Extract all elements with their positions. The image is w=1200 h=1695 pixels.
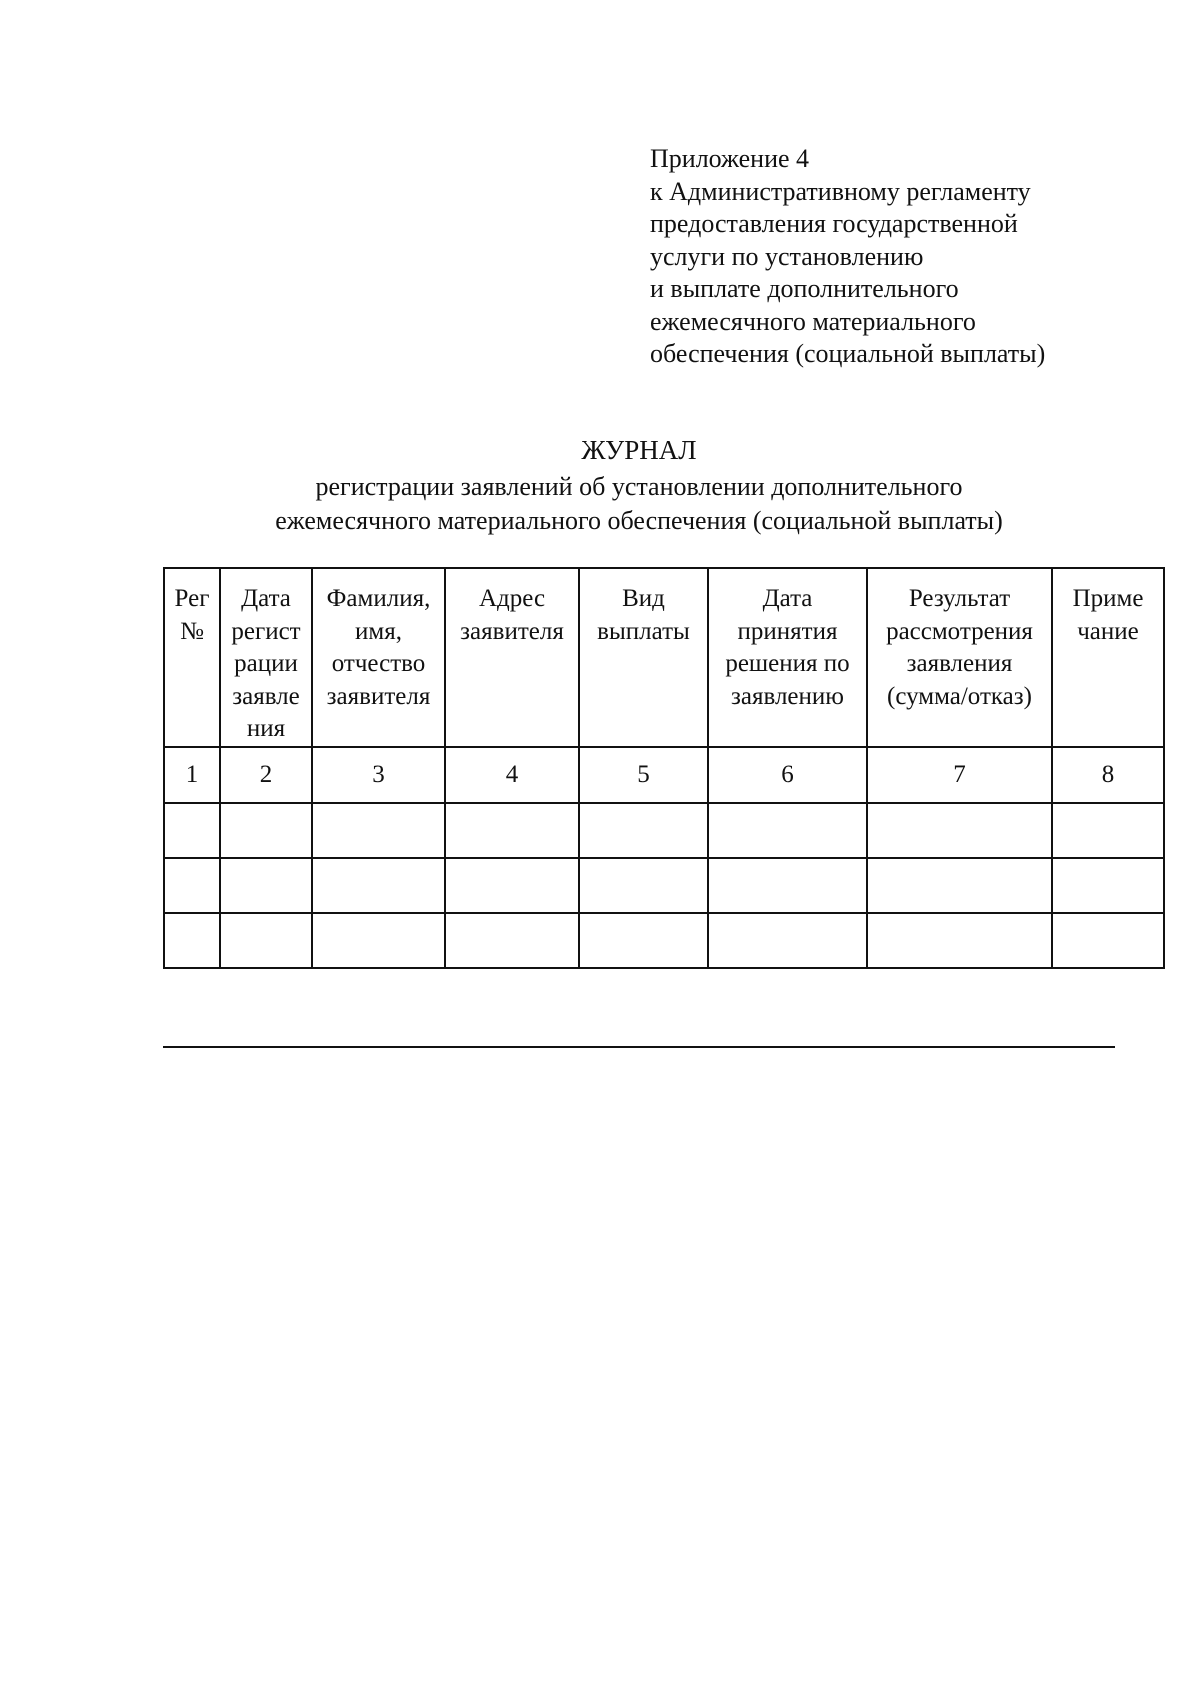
empty-cell — [445, 803, 579, 858]
appendix-line: обеспечения (социальной выплаты) — [650, 339, 1046, 368]
empty-cell — [579, 858, 708, 913]
empty-cell — [164, 858, 220, 913]
appendix-line: Приложение 4 — [650, 144, 810, 173]
appendix-line: услуги по установлению — [650, 241, 924, 271]
empty-cell — [164, 913, 220, 968]
empty-cell — [708, 803, 867, 858]
header-applicant-name: Фамилия, имя, отчество заявителя — [312, 568, 445, 747]
header-payment-type: Вид выплаты — [579, 568, 708, 747]
table-row — [164, 858, 1164, 913]
journal-subtitle-line: ежемесячного материального обеспечения (социальной выплаты) — [275, 506, 1003, 535]
column-number-row — [164, 747, 1164, 803]
header-applicant-address: Адрес заявителя — [445, 568, 579, 747]
column-number: 3 — [312, 747, 445, 803]
column-number: 5 — [579, 747, 708, 803]
empty-cell — [220, 913, 312, 968]
journal-subtitle-line: регистрации заявлений об установлении дополнительного — [315, 472, 963, 501]
empty-cell — [867, 913, 1052, 968]
journal-table — [163, 567, 1165, 969]
appendix-line: к Административному регламенту — [650, 176, 1031, 206]
empty-cell — [708, 913, 867, 968]
column-number: 6 — [708, 747, 867, 803]
column-number: 1 — [164, 747, 220, 803]
column-number: 2 — [220, 747, 312, 803]
appendix-block — [650, 143, 1045, 371]
empty-cell — [579, 913, 708, 968]
empty-cell — [867, 803, 1052, 858]
header-review-result: Результат рассмотрения заявления (сумма/отказ) — [867, 568, 1052, 747]
empty-cell — [312, 913, 445, 968]
header-reg-number: Рег № — [164, 568, 220, 747]
table-row — [164, 913, 1164, 968]
appendix-line: ежемесячного материального — [650, 306, 976, 336]
header-registration-date: Дата регист рации заявле ния — [220, 568, 312, 747]
journal-title: ЖУРНАЛ — [581, 435, 697, 465]
table-row — [164, 803, 1164, 858]
empty-cell — [445, 913, 579, 968]
column-number: 7 — [867, 747, 1052, 803]
empty-cell — [220, 803, 312, 858]
column-number: 4 — [445, 747, 579, 803]
appendix-line: и выплате дополнительного — [650, 274, 959, 303]
header-decision-date: Дата принятия решения по заявлению — [708, 568, 867, 747]
empty-cell — [579, 803, 708, 858]
closing-divider-line — [163, 1046, 1115, 1048]
table-header-row — [164, 568, 1164, 747]
appendix-line: предоставления государственной — [650, 209, 1018, 238]
journal-subtitle — [0, 470, 1200, 538]
empty-cell — [220, 858, 312, 913]
empty-cell — [1052, 858, 1164, 913]
empty-cell — [867, 858, 1052, 913]
header-note: Приме чание — [1052, 568, 1164, 747]
empty-cell — [312, 803, 445, 858]
empty-cell — [312, 858, 445, 913]
empty-cell — [164, 803, 220, 858]
column-number: 8 — [1052, 747, 1164, 803]
empty-cell — [1052, 913, 1164, 968]
empty-cell — [708, 858, 867, 913]
empty-cell — [445, 858, 579, 913]
empty-cell — [1052, 803, 1164, 858]
